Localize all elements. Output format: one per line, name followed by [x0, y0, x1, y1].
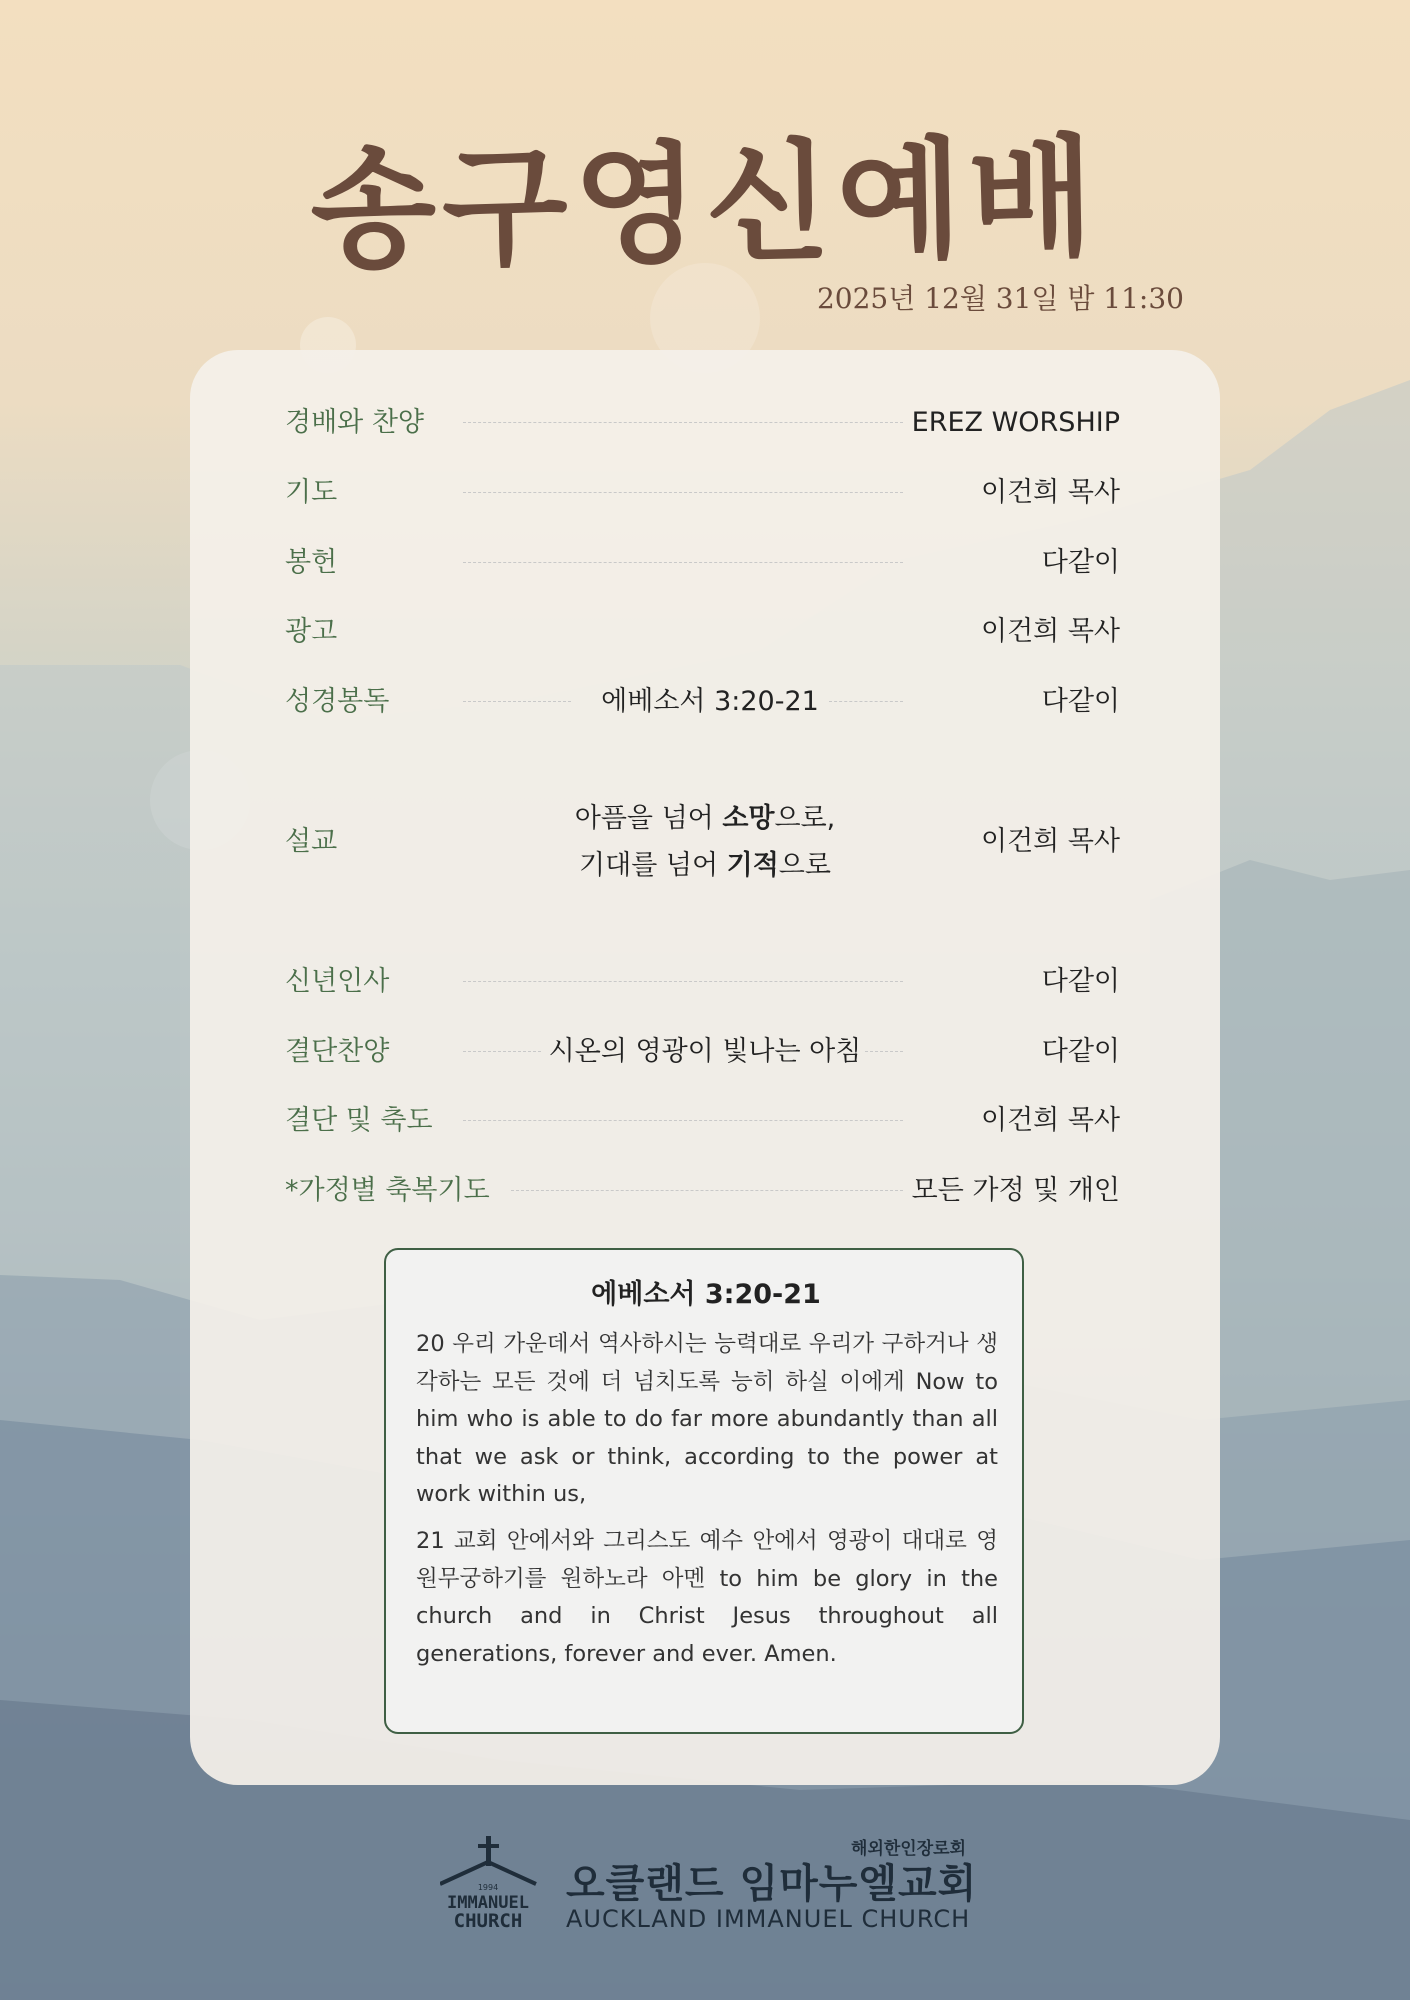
order-leader: 다같이	[1041, 547, 1120, 578]
dashed-divider	[463, 1120, 903, 1121]
verse-21: 21 교회 안에서와 그리스도 예수 안에서 영광이 대대로 영원무궁하기를 원하노라 아멘 to him be glory in the church and in Christ Jesus throughout all generations, forever and ever. Amen.	[416, 1528, 998, 1667]
dashed-divider	[463, 701, 571, 702]
logo-text-1: IMMANUEL	[447, 1893, 529, 1913]
order-leader: 다같이	[1041, 966, 1120, 997]
order-row	[285, 957, 1120, 1007]
order-label: 신년인사	[285, 966, 390, 997]
dashed-divider	[463, 562, 903, 563]
dashed-divider	[463, 492, 903, 493]
order-label: 경배와 찬양	[285, 407, 424, 438]
order-label: 기도	[285, 477, 338, 508]
church-name-ko: 오클랜드 임마누엘교회	[566, 1861, 978, 1907]
dashed-divider	[463, 981, 903, 982]
order-label: 결단찬양	[285, 1036, 390, 1067]
order-label: 설교	[285, 826, 338, 857]
closing-hymn: 시온의 영광이 빛나는 아침	[548, 1036, 862, 1067]
order-row	[285, 1166, 1120, 1216]
order-label: 광고	[285, 616, 338, 647]
dashed-divider	[865, 1051, 903, 1052]
sermon-title	[540, 795, 870, 889]
page-title: 송구영신예배	[309, 121, 1102, 287]
order-leader: 이건희 목사	[981, 1105, 1120, 1136]
order-row	[285, 538, 1120, 588]
logo-year: 1994	[477, 1883, 499, 1892]
order-row	[285, 607, 1120, 657]
denomination: 해외한인장로회	[851, 1839, 966, 1859]
dashed-divider	[463, 422, 903, 423]
order-leader: EREZ WORSHIP	[911, 407, 1120, 438]
sermon-line-2: 기대를 넘어 기적으로	[579, 850, 831, 881]
order-leader: 모든 가정 및 개인	[911, 1175, 1120, 1206]
scripture-title: 에베소서 3:20-21	[591, 1279, 821, 1310]
order-label: 봉헌	[285, 547, 338, 578]
sermon-line-1: 아픔을 넘어 소망으로,	[574, 803, 836, 834]
church-name-en: AUCKLAND IMMANUEL CHURCH	[566, 1905, 971, 1933]
scripture-reference: 에베소서 3:20-21	[601, 686, 819, 717]
order-leader: 이건희 목사	[981, 477, 1120, 508]
order-row	[285, 1027, 1120, 1077]
verse-20: 20 우리 가운데서 역사하시는 능력대로 우리가 구하거나 생각하는 모든 것에 더 넘치도록 능히 하실 이에게 Now to him who is able to do far more abundantly than all that we ask or think, according to the power at work within us,	[416, 1331, 998, 1507]
service-date: 2025년 12월 31일 밤 11:30	[816, 282, 1184, 315]
logo-text-2: CHURCH	[453, 1910, 523, 1932]
order-leader: 이건희 목사	[981, 616, 1120, 647]
dashed-divider	[463, 1051, 541, 1052]
dashed-divider	[829, 701, 903, 702]
order-row	[285, 677, 1120, 727]
order-label: 성경봉독	[285, 686, 390, 717]
order-leader: 다같이	[1041, 686, 1120, 717]
dashed-divider	[511, 1190, 903, 1191]
order-row	[285, 468, 1120, 518]
order-leader: 이건희 목사	[981, 826, 1120, 857]
order-row	[285, 1096, 1120, 1146]
order-row	[285, 398, 1120, 448]
cross-icon	[440, 1836, 540, 1936]
order-label: *가정별 축복기도	[285, 1175, 490, 1206]
scripture-box	[384, 1248, 1024, 1734]
order-leader: 다같이	[1041, 1036, 1120, 1067]
church-logo	[440, 1836, 540, 1936]
order-label: 결단 및 축도	[285, 1105, 433, 1136]
